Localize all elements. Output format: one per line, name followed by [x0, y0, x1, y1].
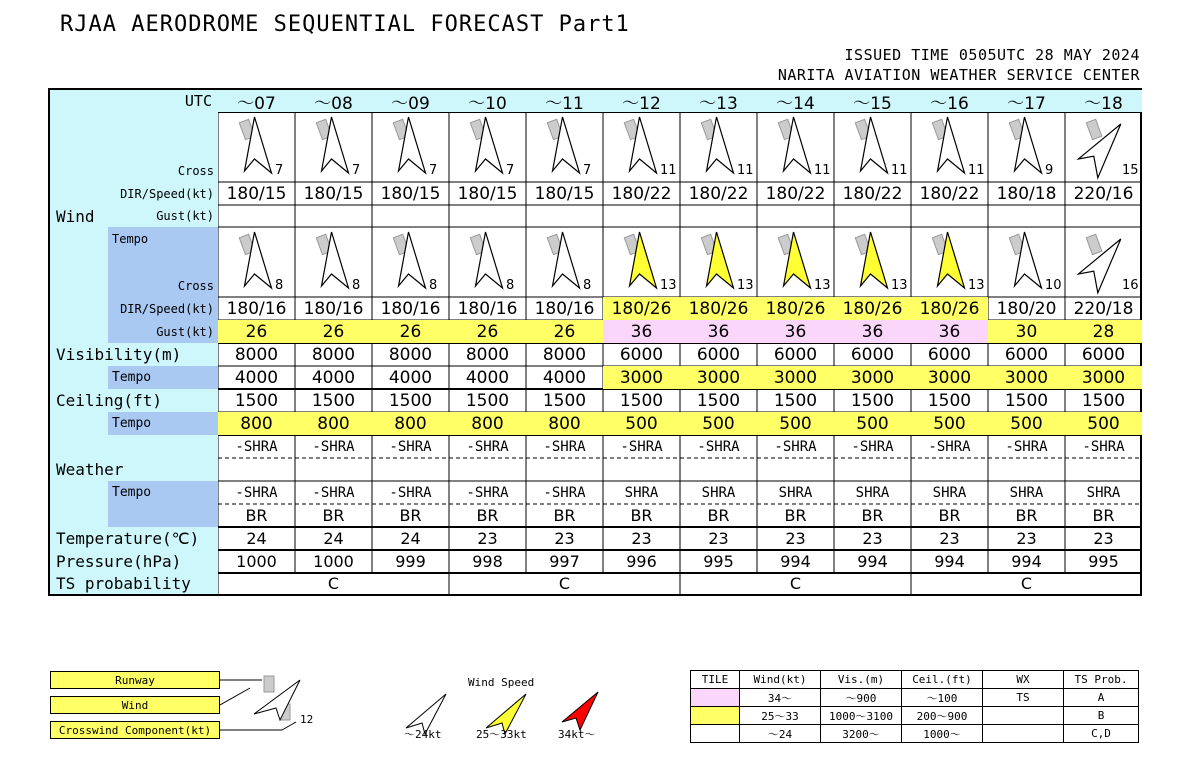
pressure-value: 995 — [703, 552, 734, 571]
weather-value: -SHRA — [774, 438, 817, 455]
ceiling-tempo-value: 500 — [834, 412, 911, 435]
ceiling-tempo-value: 500 — [911, 412, 988, 435]
utc-column-header: ～08 — [314, 93, 353, 114]
wind-gust — [603, 205, 680, 227]
tempo-crosswind-value: 13 — [891, 277, 908, 293]
tempo-wind-gust: 30 — [988, 320, 1065, 343]
legend-crosswind-sample: 12 — [300, 713, 314, 726]
wind-dir-speed: 180/22 — [765, 183, 826, 204]
tempo-wind-gust: 26 — [372, 320, 449, 343]
temperature-value: 23 — [708, 529, 729, 548]
ceiling-value: 1500 — [1004, 390, 1049, 411]
weather-tempo-value-2: BR — [1092, 506, 1115, 525]
tempo-crosswind-value: 8 — [275, 277, 284, 293]
wind-arrow-high-icon — [562, 692, 598, 730]
utc-column-header: ～12 — [622, 93, 661, 114]
weather-value: -SHRA — [851, 438, 894, 455]
tile-legend-row — [691, 725, 1139, 743]
tempo-crosswind-value: 13 — [814, 277, 831, 293]
wx-label-bg — [50, 481, 108, 527]
wind-gust — [680, 205, 757, 227]
wind-dir-speed: 180/15 — [534, 183, 595, 204]
cross-label: Cross — [177, 164, 214, 178]
tempo-wind-arrow-icon — [316, 232, 348, 288]
wind-arrow-icon — [701, 117, 733, 173]
crosswind-value: 11 — [968, 162, 985, 178]
wind-dir-speed: 180/15 — [380, 183, 441, 204]
visibility-value: 8000 — [465, 344, 510, 365]
wind-gust — [372, 205, 449, 227]
tempo-wind-dir-speed: 180/16 — [303, 298, 364, 319]
utc-column-header: ～14 — [776, 93, 815, 114]
temperature-value: 24 — [323, 529, 344, 548]
tile-cell: ～24 — [740, 725, 821, 743]
visibility-tempo-value: 3000 — [834, 366, 911, 389]
tempo-wind-dir-speed: 180/16 — [457, 298, 518, 319]
tempo-cross-label: Cross — [177, 279, 214, 293]
visibility-tempo-value: 4000 — [234, 367, 279, 388]
pressure-value: 994 — [780, 552, 811, 571]
ceiling-value: 1500 — [311, 390, 356, 411]
ts-probability-value: C — [1020, 574, 1033, 593]
pressure-value: 994 — [1011, 552, 1042, 571]
ts-probability-value: C — [558, 574, 571, 593]
ceiling-tempo-value: 500 — [988, 412, 1065, 435]
tempo-wind-arrow-icon — [855, 232, 887, 288]
pressure-value: 997 — [549, 552, 580, 571]
tile-legend-header — [691, 671, 1139, 689]
pressure-value: 998 — [472, 552, 503, 571]
tempo-wind-gust: 36 — [834, 320, 911, 343]
tempo-crosswind-value: 13 — [737, 277, 754, 293]
weather-tempo-value: -SHRA — [235, 484, 278, 501]
ts-probability-label: TS probability — [56, 574, 191, 593]
weather-tempo-value-2: BR — [630, 506, 653, 525]
tempo-crosswind-value: 8 — [352, 277, 361, 293]
pressure-value: 995 — [1088, 552, 1119, 571]
tile-cell: 200～900 — [902, 707, 983, 725]
weather-tempo-value: -SHRA — [543, 484, 586, 501]
tempo-wind-gust: 26 — [295, 320, 372, 343]
ts-probability-value: C — [789, 574, 802, 593]
tile-swatch-yellow — [691, 707, 740, 725]
legend-runway-label: Runway — [50, 671, 220, 689]
ceiling-tempo-value: 800 — [372, 412, 449, 435]
tile-legend-row — [691, 689, 1139, 707]
tempo-wind-arrow-icon — [778, 232, 810, 288]
ceiling-tempo-value: 500 — [680, 412, 757, 435]
wind-gust — [757, 205, 834, 227]
ceiling-tempo-value: 500 — [1065, 412, 1142, 435]
tempo-crosswind-value: 16 — [1122, 277, 1139, 293]
pressure-value: 994 — [857, 552, 888, 571]
ceiling-value: 1500 — [927, 390, 972, 411]
visibility-tempo-value: 3000 — [988, 366, 1065, 389]
temperature-value: 23 — [1016, 529, 1037, 548]
wind-arrow-icon — [239, 117, 271, 173]
temperature-value: 23 — [554, 529, 575, 548]
ceiling-value: 1500 — [850, 390, 895, 411]
tempo-crosswind-value: 8 — [583, 277, 592, 293]
tempo-wind-dir-speed: 180/16 — [534, 298, 595, 319]
tile-cell — [983, 707, 1064, 725]
wind-gust — [526, 205, 603, 227]
tempo-wind-label: Tempo — [112, 232, 149, 246]
wind-label: Wind — [56, 206, 95, 226]
utc-column-header: ～10 — [468, 93, 507, 114]
crosswind-value: 11 — [891, 162, 908, 178]
ceiling-value: 1500 — [696, 390, 741, 411]
service-center: NARITA AVIATION WEATHER SERVICE CENTER — [777, 66, 1140, 84]
wind-dir-speed: 180/15 — [303, 183, 364, 204]
weather-tempo-value: SHRA — [624, 484, 659, 501]
weather-tempo-value: SHRA — [1009, 484, 1044, 501]
wind-arrow-icon — [393, 117, 425, 173]
tempo-dir-speed-label: DIR/Speed(kt) — [120, 301, 214, 316]
tempo-wind-gust: 26 — [449, 320, 526, 343]
wind-dir-speed: 180/22 — [842, 183, 903, 204]
ceiling-tempo-value: 800 — [526, 412, 603, 435]
legend-speed-high: 34kt～ — [558, 728, 596, 741]
wind-gust — [1065, 205, 1142, 227]
visibility-value: 8000 — [311, 344, 356, 365]
legend-wind-label: Wind — [50, 696, 220, 714]
weather-tempo-value: SHRA — [932, 484, 967, 501]
utc-column-header: ～11 — [545, 93, 584, 114]
tile-header-wx: WX — [983, 671, 1064, 689]
tile-swatch-pink — [691, 689, 740, 707]
tile-cell: 1000～ — [902, 725, 983, 743]
tile-header-ts: TS Prob. — [1064, 671, 1139, 689]
tempo-wind-dir-speed: 180/26 — [834, 297, 911, 320]
tempo-crosswind-value: 10 — [1045, 277, 1062, 293]
crosswind-value: 7 — [506, 162, 515, 178]
weather-tempo-value: -SHRA — [312, 484, 355, 501]
ceiling-tempo-value: 500 — [603, 412, 680, 435]
temperature-value: 24 — [400, 529, 421, 548]
tempo-wind-dir-speed: 180/16 — [226, 298, 287, 319]
vis-label-bg — [50, 366, 108, 389]
tempo-wind-gust: 26 — [218, 320, 295, 343]
tempo-gust-label: Gust(kt) — [156, 324, 214, 339]
ceiling-value: 1500 — [1081, 390, 1126, 411]
crosswind-value: 7 — [275, 162, 284, 178]
wind-dir-speed: 180/22 — [919, 183, 980, 204]
legend-runway-wind-diagram — [220, 668, 330, 748]
weather-tempo-value-2: BR — [707, 506, 730, 525]
visibility-tempo-value: 4000 — [388, 367, 433, 388]
ceiling-value: 1500 — [388, 390, 433, 411]
pressure-value: 999 — [395, 552, 426, 571]
temperature-value: 23 — [1093, 529, 1114, 548]
pressure-value: 996 — [626, 552, 657, 571]
tempo-wind-dir-speed: 180/26 — [757, 297, 834, 320]
forecast-table — [48, 88, 1142, 596]
weather-tempo-value: -SHRA — [389, 484, 432, 501]
ceiling-tempo-value: 800 — [218, 412, 295, 435]
wind-arrow-icon — [778, 117, 810, 173]
utc-column-header: ～07 — [237, 93, 276, 114]
pressure-value: 994 — [934, 552, 965, 571]
weather-tempo-value: SHRA — [855, 484, 890, 501]
tempo-wind-dir-speed: 180/26 — [911, 297, 988, 320]
ceiling-value: 1500 — [619, 390, 664, 411]
weather-tempo-value-2: BR — [1015, 506, 1038, 525]
weather-label: Weather — [56, 460, 124, 479]
issued-time: ISSUED TIME 0505UTC 28 MAY 2024 — [844, 46, 1140, 64]
visibility-value: 8000 — [542, 344, 587, 365]
weather-value: -SHRA — [928, 438, 971, 455]
weather-value: -SHRA — [389, 438, 432, 455]
weather-value: -SHRA — [1082, 438, 1125, 455]
legend-wind-speed-title: Wind Speed — [468, 676, 535, 689]
tempo-wind-arrow-icon — [932, 232, 964, 288]
legend-runway-icon — [264, 676, 274, 692]
tempo-wind-arrow-icon — [547, 232, 579, 288]
ceiling-tempo-value: 800 — [449, 412, 526, 435]
ceiling-tempo-value: 500 — [757, 412, 834, 435]
tempo-wind-arrow-icon — [701, 232, 733, 288]
crosswind-value: 15 — [1122, 162, 1139, 178]
wind-gust — [911, 205, 988, 227]
utc-column-header: ～09 — [391, 93, 430, 114]
visibility-tempo-value: 3000 — [1065, 366, 1142, 389]
tempo-crosswind-value: 13 — [660, 277, 677, 293]
visibility-tempo-value: 4000 — [311, 367, 356, 388]
visibility-value: 6000 — [1004, 344, 1049, 365]
wind-arrow-icon — [547, 117, 579, 173]
temperature-value: 23 — [862, 529, 883, 548]
visibility-tempo-label: Tempo — [112, 370, 152, 385]
wind-dir-speed: 180/22 — [611, 183, 672, 204]
ceil-label-bg — [50, 412, 108, 435]
weather-tempo-value: SHRA — [1086, 484, 1121, 501]
visibility-value: 6000 — [1081, 344, 1126, 365]
crosswind-value: 11 — [737, 162, 754, 178]
wind-gust — [295, 205, 372, 227]
ceiling-value: 1500 — [773, 390, 818, 411]
ceiling-label: Ceiling(ft) — [56, 391, 162, 410]
tile-cell: ～900 — [821, 689, 902, 707]
visibility-value: 6000 — [773, 344, 818, 365]
utc-label: UTC — [184, 92, 212, 110]
weather-value: -SHRA — [466, 438, 509, 455]
weather-tempo-value: SHRA — [701, 484, 736, 501]
legend-speed-mid: 25～33kt — [476, 728, 527, 741]
utc-column-header: ～13 — [699, 93, 738, 114]
tempo-wind-arrow-icon — [239, 232, 271, 288]
weather-tempo-value-2: BR — [861, 506, 884, 525]
ceiling-value: 1500 — [542, 390, 587, 411]
tile-header-tile: TILE — [691, 671, 740, 689]
gust-label: Gust(kt) — [156, 209, 214, 223]
ceiling-tempo-label: Tempo — [112, 416, 152, 431]
wind-gust — [834, 205, 911, 227]
temperature-value: 23 — [939, 529, 960, 548]
utc-column-header: ～16 — [930, 93, 969, 114]
tile-cell — [983, 725, 1064, 743]
wind-arrow-icon — [1009, 117, 1041, 173]
ceiling-value: 1500 — [234, 390, 279, 411]
tile-legend-row — [691, 707, 1139, 725]
ceiling-value: 1500 — [465, 390, 510, 411]
tempo-wind-gust: 26 — [526, 320, 603, 343]
visibility-value: 6000 — [927, 344, 972, 365]
temperature-value: 23 — [477, 529, 498, 548]
tempo-wind-arrow-icon — [393, 232, 425, 288]
page-title: RJAA AERODROME SEQUENTIAL FORECAST Part1 — [60, 12, 630, 37]
visibility-value: 8000 — [234, 344, 279, 365]
tempo-wind-gust: 36 — [680, 320, 757, 343]
dir-speed-label: DIR/Speed(kt) — [120, 186, 214, 201]
tempo-wind-arrow-icon — [624, 232, 656, 288]
temperature-value: 23 — [631, 529, 652, 548]
tempo-wind-gust: 36 — [911, 320, 988, 343]
tempo-wind-dir-speed: 180/20 — [996, 298, 1057, 319]
tile-swatch-none — [691, 725, 740, 743]
tile-cell: A — [1064, 689, 1139, 707]
ceiling-tempo-value: 800 — [295, 412, 372, 435]
visibility-tempo-value: 3000 — [911, 366, 988, 389]
tempo-wind-gust: 36 — [603, 320, 680, 343]
wind-arrow-icon — [470, 117, 502, 173]
temperature-value: 24 — [246, 529, 267, 548]
visibility-tempo-value: 3000 — [603, 366, 680, 389]
weather-tempo-value-2: BR — [322, 506, 345, 525]
wind-dir-speed: 180/15 — [226, 183, 287, 204]
tempo-wind-gust: 36 — [757, 320, 834, 343]
utc-column-header: ～18 — [1084, 93, 1123, 114]
crosswind-value: 11 — [660, 162, 677, 178]
tempo-wind-gust: 28 — [1065, 320, 1142, 343]
wind-dir-speed: 220/16 — [1073, 183, 1134, 204]
crosswind-value: 7 — [429, 162, 438, 178]
tile-legend-table — [690, 670, 1139, 743]
tile-cell: TS — [983, 689, 1064, 707]
tile-cell: ～100 — [902, 689, 983, 707]
tempo-crosswind-value: 8 — [429, 277, 438, 293]
visibility-label: Visibility(m) — [56, 345, 182, 364]
weather-tempo-value-2: BR — [476, 506, 499, 525]
weather-tempo-value: -SHRA — [466, 484, 509, 501]
weather-tempo-value-2: BR — [245, 506, 268, 525]
weather-value: -SHRA — [235, 438, 278, 455]
wind-gust — [988, 205, 1065, 227]
wind-gust — [218, 205, 295, 227]
visibility-tempo-value: 3000 — [757, 366, 834, 389]
wind-gust — [449, 205, 526, 227]
tile-cell: 25～33 — [740, 707, 821, 725]
weather-tempo-value-2: BR — [784, 506, 807, 525]
tempo-wind-dir-speed: 180/26 — [680, 297, 757, 320]
visibility-tempo-value: 3000 — [680, 366, 757, 389]
ts-probability-value: C — [327, 574, 340, 593]
tempo-wind-dir-speed: 220/18 — [1073, 298, 1134, 319]
legend-crosswind-label: Crosswind Component(kt) — [50, 721, 220, 739]
visibility-value: 6000 — [619, 344, 664, 365]
weather-tempo-value-2: BR — [938, 506, 961, 525]
pressure-label: Pressure(hPa) — [56, 552, 182, 571]
wind-arrow-icon — [932, 117, 964, 173]
weather-value: -SHRA — [697, 438, 740, 455]
tile-header-wind: Wind(kt) — [740, 671, 821, 689]
tile-cell: C,D — [1064, 725, 1139, 743]
crosswind-value: 11 — [814, 162, 831, 178]
legend-wind-arrow-icon — [254, 680, 300, 720]
weather-tempo-label: Tempo — [112, 485, 152, 500]
weather-tempo-value-2: BR — [399, 506, 422, 525]
tile-cell: 1000～3100 — [821, 707, 902, 725]
utc-column-header: ～17 — [1007, 93, 1046, 114]
tile-cell: 34～ — [740, 689, 821, 707]
weather-tempo-value: SHRA — [778, 484, 813, 501]
tile-cell: B — [1064, 707, 1139, 725]
tempo-crosswind-value: 8 — [506, 277, 515, 293]
tile-header-vis: Vis.(m) — [821, 671, 902, 689]
wind-arrow-icon — [855, 117, 887, 173]
weather-value: -SHRA — [543, 438, 586, 455]
weather-tempo-value-2: BR — [553, 506, 576, 525]
pressure-value: 1000 — [313, 552, 354, 571]
weather-value: -SHRA — [620, 438, 663, 455]
temperature-label: Temperature(℃) — [56, 529, 200, 548]
crosswind-value: 9 — [1045, 162, 1054, 178]
tempo-wind-arrow-icon — [470, 232, 502, 288]
visibility-tempo-value: 4000 — [465, 367, 510, 388]
pressure-value: 1000 — [236, 552, 277, 571]
tempo-wind-dir-speed: 180/16 — [380, 298, 441, 319]
tempo-wind-dir-speed: 180/26 — [603, 297, 680, 320]
wind-arrow-icon — [624, 117, 656, 173]
wind-dir-speed: 180/22 — [688, 183, 749, 204]
crosswind-value: 7 — [583, 162, 592, 178]
visibility-tempo-value: 4000 — [542, 367, 587, 388]
weather-value: -SHRA — [1005, 438, 1048, 455]
visibility-value: 8000 — [388, 344, 433, 365]
wind-dir-speed: 180/15 — [457, 183, 518, 204]
tile-header-ceil: Ceil.(ft) — [902, 671, 983, 689]
visibility-value: 6000 — [696, 344, 741, 365]
wind-dir-speed: 180/18 — [996, 183, 1057, 204]
visibility-value: 6000 — [850, 344, 895, 365]
tile-cell: 3200～ — [821, 725, 902, 743]
tempo-wind-arrow-icon — [1009, 232, 1041, 288]
tempo-crosswind-value: 13 — [968, 277, 985, 293]
temperature-value: 23 — [785, 529, 806, 548]
utc-column-header: ～15 — [853, 93, 892, 114]
crosswind-value: 7 — [352, 162, 361, 178]
wind-arrow-icon — [316, 117, 348, 173]
legend-speed-low: ～24kt — [404, 728, 442, 741]
weather-value: -SHRA — [312, 438, 355, 455]
